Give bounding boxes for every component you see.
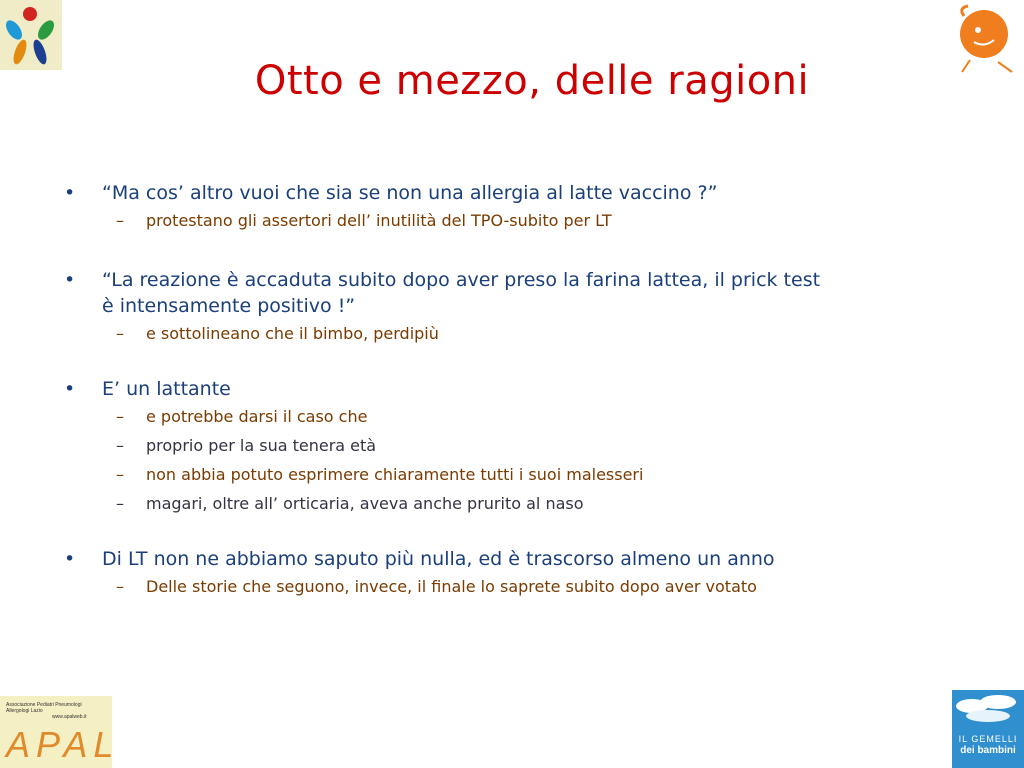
gemelli-line-1: IL GEMELLI bbox=[958, 734, 1018, 744]
dash-icon: – bbox=[116, 211, 124, 230]
slide-title: Otto e mezzo, delle ragioni bbox=[254, 58, 810, 104]
dash-icon: – bbox=[116, 324, 124, 343]
sub-text: proprio per la sua tenera età bbox=[146, 436, 377, 455]
bullet-list bbox=[60, 180, 980, 601]
bullet-item bbox=[60, 546, 980, 572]
bullet-text-line-2: è intensamente positivo !” bbox=[102, 295, 356, 317]
cloud-icon bbox=[952, 690, 1024, 730]
bullet-item bbox=[60, 180, 980, 206]
sub-text: e sottolineano che il bimbo, perdipiù bbox=[146, 324, 439, 343]
bullet-icon: • bbox=[64, 378, 76, 400]
sub-item bbox=[60, 460, 980, 489]
sub-item bbox=[60, 489, 980, 518]
bullet-icon: • bbox=[64, 182, 76, 204]
bullet-item bbox=[60, 267, 980, 319]
sub-item bbox=[60, 572, 980, 601]
dash-icon: – bbox=[116, 465, 124, 484]
dash-icon: – bbox=[116, 436, 124, 455]
sub-item bbox=[60, 206, 980, 235]
apal-caption: Associazione Pediatri Pneumologi Allergologi Lazio bbox=[6, 702, 82, 714]
bullet-icon: • bbox=[64, 548, 76, 570]
sub-text: e potrebbe darsi il caso che bbox=[146, 407, 368, 426]
apal-logo bbox=[0, 696, 120, 768]
dash-icon: – bbox=[116, 577, 124, 596]
bullet-text: “Ma cos’ altro vuoi che sia se non una allergia al latte vaccino ?” bbox=[102, 182, 718, 204]
bullet-text-line-1: “La reazione è accaduta subito dopo aver preso la farina lattea, il prick test bbox=[102, 269, 821, 291]
gemelli-logo bbox=[952, 690, 1024, 768]
bullet-icon: • bbox=[64, 269, 76, 291]
dash-icon: – bbox=[116, 407, 124, 426]
sub-text: protestano gli assertori dell’ inutilità del TPO-subito per LT bbox=[146, 211, 612, 230]
bullet-text: Di LT non ne abbiamo saputo più nulla, ed è trascorso almeno un anno bbox=[102, 548, 775, 570]
bullet-item bbox=[60, 376, 980, 402]
sub-item bbox=[60, 431, 980, 460]
bullet-text: E’ un lattante bbox=[102, 378, 231, 400]
gemelli-line-2: dei bambini bbox=[960, 745, 1016, 756]
sub-item bbox=[60, 402, 980, 431]
dash-icon: – bbox=[116, 494, 124, 513]
sub-text: Delle storie che seguono, invece, il finale lo saprete subito dopo aver votato bbox=[146, 577, 757, 596]
sub-text: magari, oltre all’ orticaria, aveva anche prurito al naso bbox=[146, 494, 584, 513]
apal-url: www.apalweb.it bbox=[52, 714, 87, 720]
apal-wordmark: APAL bbox=[6, 724, 120, 765]
sub-item bbox=[60, 319, 980, 348]
sub-text: non abbia potuto esprimere chiaramente tutti i suoi malesseri bbox=[146, 465, 644, 484]
